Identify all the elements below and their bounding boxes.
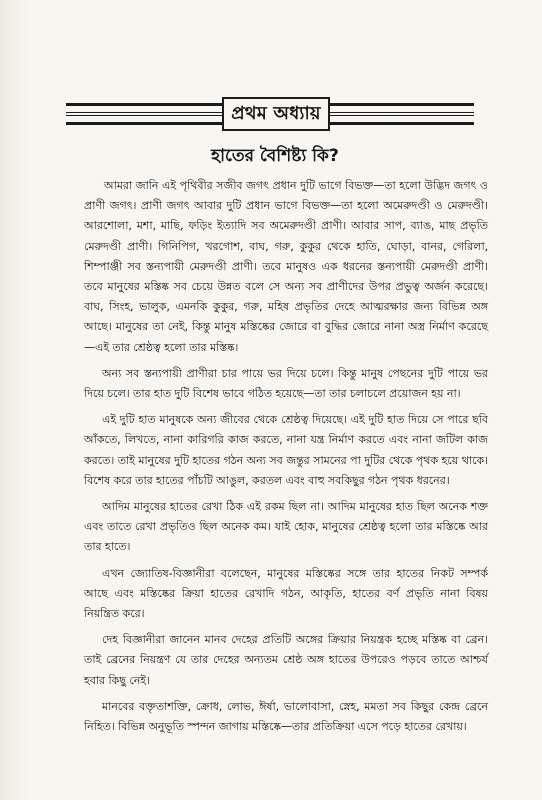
- paragraph: অন্য সব স্তন্যপায়ী প্রাণীরা চার পায়ে ভর দিয়ে চলে। কিন্তু মানুষ পেছনের দুটি পায়ে ভর দিয়ে চলে। তার হাত দুটি বিশেষ ভাবে গঠিত হয়েছে—তা তার চলাচলে প্রয়োজন হয় না।: [84, 366, 488, 401]
- paragraph: এখন জ্যোতিষ-বিজ্ঞানীরা বলেছেন, মানুষের মস্তিষ্কের সঙ্গে তার হাতের নিকট সম্পর্ক আছে এবং মস্তিষ্কের ক্রিয়া হাতের রেখাদি গঠন, আকৃতি, হাতের বর্ণ প্রভৃতি নানা বিষয় নিয়ন্ত্রিত করে।: [84, 566, 488, 621]
- chapter-label: প্রথম অধ্যায়: [222, 97, 330, 131]
- paragraph: আমরা জানি এই পৃথিবীর সজীব জগৎ প্রধান দুটি ভাগে বিভক্ত—তা হলো উদ্ভিদ জগৎ ও প্রাণী জগৎ। প্রাণী জগৎ আবার দুটি প্রধান ভাগে বিভক্ত—তা হলো অমেরুদণ্ডী ও মেরুদণ্ডী। আরশোলা, মশা, মাছি, ফড়িং ইত্যাদি সব অমেরুদণ্ডী প্রাণী। আবার সাপ, ব্যাঙ, মাছ প্রভৃতি মেরুদণ্ডী প্রাণী। গিনিপিগ, খরগোশ, বাঘ, গরু, কুকুর থেকে হাতি, ঘোড়া, বানর, গেরিলা, শিম্পাঞ্জী সব স্তন্যপায়ী মেরুদণ্ডী প্রাণী। তবে মানুষও এক ধরনের স্তন্যপায়ী মেরুদণ্ডী প্রাণী। তবে মানুষের মস্তিষ্ক সব চেয়ে উন্নত বলে সে অন্য সব প্রাণীদের উপর প্রভুত্ব অর্জন করেছে। বাঘ, সিংহ, ভালুক, এমনকি কুকুর, গরু, মহিষ প্রভৃতির দেহে আত্মরক্ষার জন্য বিভিন্ন অঙ্গ আছে। মানুষের তা নেই, কিন্তু মানুষ মস্তিষ্কের জোরে বা বুদ্ধির জোরে নানা অস্ত্র নির্মাণ করেছে—এই তার শ্রেষ্ঠত্ব হলো তার মস্তিষ্ক।: [84, 179, 488, 354]
- paragraph: এই দুটি হাত মানুষকে অন্য জীবের থেকে শ্রেষ্ঠত্ব দিয়েছে। এই দুটি হাত দিয়ে সে পারে ছবি আঁকতে, লিখতে, নানা কারিগরি কাজ করতে, নানা যন্ত্র নির্মাণ করতে এবং নানা জটিল কাজ করতে। তাই মানুষের দুটি হাতের গঠন অন্য সব জন্তুর সামনের পা দুটির থেকে পৃথক হয়ে থাকে। বিশেষ করে তার হাতের পাঁচটি আঙুল, করতল এবং বাহু সবকিছুর গঠন পৃথক ধরনের।: [84, 413, 488, 487]
- paragraph: আদিম মানুষের হাতের রেখা ঠিক এই রকম ছিল না। আদিম মানুষের হাত ছিল অনেক শক্ত এবং তাতে রেখা প্রভৃতিও ছিল অনেক কম। যাই হোক, মানুষের শ্রেষ্ঠত্ব হলো তার মস্তিষ্কে আর তার হাতে।: [84, 500, 488, 554]
- paragraph: মানবের বক্তৃতাশক্তি, ক্রোধ, লোভ, ঈর্ষা, ভালোবাসা, স্নেহ, মমতা সব কিছুর কেন্দ্র ব্রেনে নিহিত। বিভিন্ন অনুভূতি স্পন্দন জাগায় মস্তিষ্কে—তার প্রতিক্রিয়া এসে পড়ে হাতের রেখায়।: [84, 699, 488, 734]
- body-text: [84, 176, 488, 737]
- chapter-title: হাতের বৈশিষ্ট্য কি?: [211, 146, 339, 166]
- paragraph: দেহ বিজ্ঞানীরা জানেন মানব দেহের প্রতিটি অঙ্গের ক্রিয়ার নিয়ন্ত্রক হচ্ছে মস্তিষ্ক বা ব্রেন। তাই ব্রেনের নিয়ন্ত্রণ যে তার দেহের অন্যতম শ্রেষ্ঠ অঙ্গ হাতের উপরেও পড়বে তাতে আশ্চর্য হবার কিছু নেই।: [84, 633, 488, 687]
- chapter-banner: [66, 97, 474, 131]
